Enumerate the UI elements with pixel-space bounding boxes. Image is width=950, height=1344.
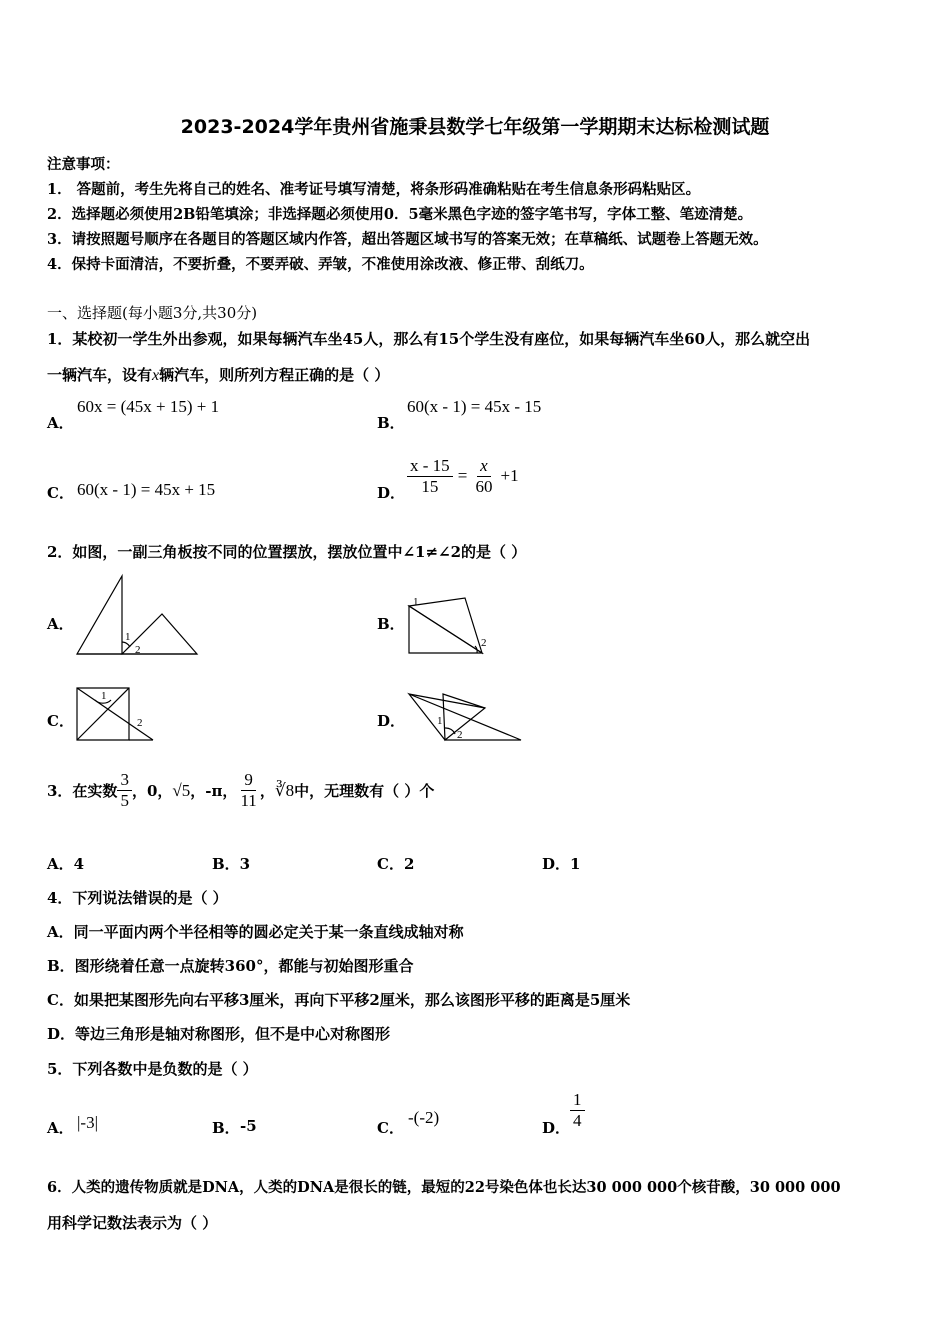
option-label-b: B． [212,1119,240,1137]
q1-option-a-equation: 60x = (45x + 15) + 1 [77,397,220,416]
question-6-line1: 6．人类的遗传物质就是DNA，人类的DNA是很长的链，最短的22号染色体也长达30 000 000个核苷酸，30 000 000 [47,1179,841,1196]
q3-option-d: D．1 [542,855,581,873]
angle-1-label: 1 [125,631,131,643]
q1-option-c-equation: 60(x - 1) = 45x + 15 [77,480,216,499]
notice-item: 2．选择题必须使用2B铅笔填涂；非选择题必须使用0．5毫米黑色字迹的签字笔书写，字体工整、笔迹清楚。 [47,206,753,223]
q4-option-d: D．等边三角形是轴对称图形，但不是中心对称图形 [47,1025,391,1043]
q2-figure-b [407,594,492,656]
option-label-b: B． [377,414,405,432]
question-5-text: 5．下列各数中是负数的是（ ） [47,1060,258,1078]
q3-option-b: B．3 [212,855,251,873]
angle-2-label: 2 [135,644,141,656]
question-4-text: 4．下列说法错误的是（ ） [47,889,228,907]
q2-figure-d [407,690,527,744]
question-3-text: 3．在实数 $\frac{3}{5}$ ，0， √5 ，-π， $\frac{9}{11}$ ， ∛8 中，无理数有（ ）个 [47,770,435,810]
notice-item: 4．保持卡面清洁，不要折叠，不要弄破、弄皱，不准使用涂改液、修正带、刮纸刀。 [47,256,594,273]
angle-1-label: 1 [413,596,419,608]
option-label-a: A． [47,414,74,432]
angle-1-label: 1 [101,690,107,702]
option-label-d: D． [542,1119,571,1137]
question-6-line2: 用科学记数法表示为（ ） [47,1214,218,1232]
q4-option-b: B．图形绕着任意一点旋转360°，都能与初始图形重合 [47,957,414,975]
option-label-a: A． [47,1119,74,1137]
q2-figure-a [75,574,200,658]
question-2-text: 2．如图，一副三角板按不同的位置摆放，摆放位置中∠1≠∠2的是（ ） [47,543,527,561]
notice-heading: 注意事项： [47,156,120,173]
option-label-c: C． [47,484,74,502]
page-title: 2023-2024学年贵州省施秉县数学七年级第一学期期末达标检测试题 [180,116,770,138]
option-label-b: B． [377,615,405,633]
notice-item: 3．请按照题号顺序在各题目的答题区域内作答，超出答题区域书写的答案无效；在草稿纸、试题卷上答题无效。 [47,231,768,248]
q4-option-a: A．同一平面内两个半径相等的圆必定关于某一条直线成轴对称 [47,923,464,941]
angle-2-label: 2 [457,729,463,741]
question-1-line2: 一辆汽车，设有x辆汽车，则所列方程正确的是（ ） [47,366,390,384]
angle-1-label: 1 [437,715,443,727]
q5-option-a-value: |-3| [77,1113,98,1132]
option-label-a: A． [47,615,74,633]
q5-option-b-value: -5 [240,1117,257,1135]
option-label-d: D． [377,484,406,502]
option-label-c: C． [377,1119,404,1137]
notice-item: 1． 答题前，考生先将自己的姓名、准考证号填写清楚，将条形码准确粘贴在考生信息条形码粘贴区。 [47,181,701,198]
q5-option-c-value: -(-2) [408,1108,440,1127]
q3-option-c: C．2 [377,855,415,873]
section-heading: 一、选择题(每小题3分,共30分) [47,304,258,322]
angle-2-label: 2 [481,637,487,649]
question-1-line1: 1．某校初一学生外出参观，如果每辆汽车坐45人，那么有15个学生没有座位，如果每辆汽车坐60人，那么就空出 [47,330,811,348]
q2-figure-c [75,686,160,744]
option-label-c: C． [47,712,74,730]
q4-option-c: C．如果把某图形先向右平移3厘米，再向下平移2厘米，那么该图形平移的距离是5厘米 [47,991,631,1009]
q3-option-a: A．4 [47,855,85,873]
q1-option-b-equation: 60(x - 1) = 45x - 15 [407,397,542,416]
q1-option-d-equation: $\frac{x - 15}{15}$ = $\frac{x}{60}$ +1 [407,456,519,497]
option-label-d: D． [377,712,406,730]
q5-option-d-fraction: $\frac{1}{4}$ [570,1090,585,1131]
angle-2-label: 2 [137,717,143,729]
